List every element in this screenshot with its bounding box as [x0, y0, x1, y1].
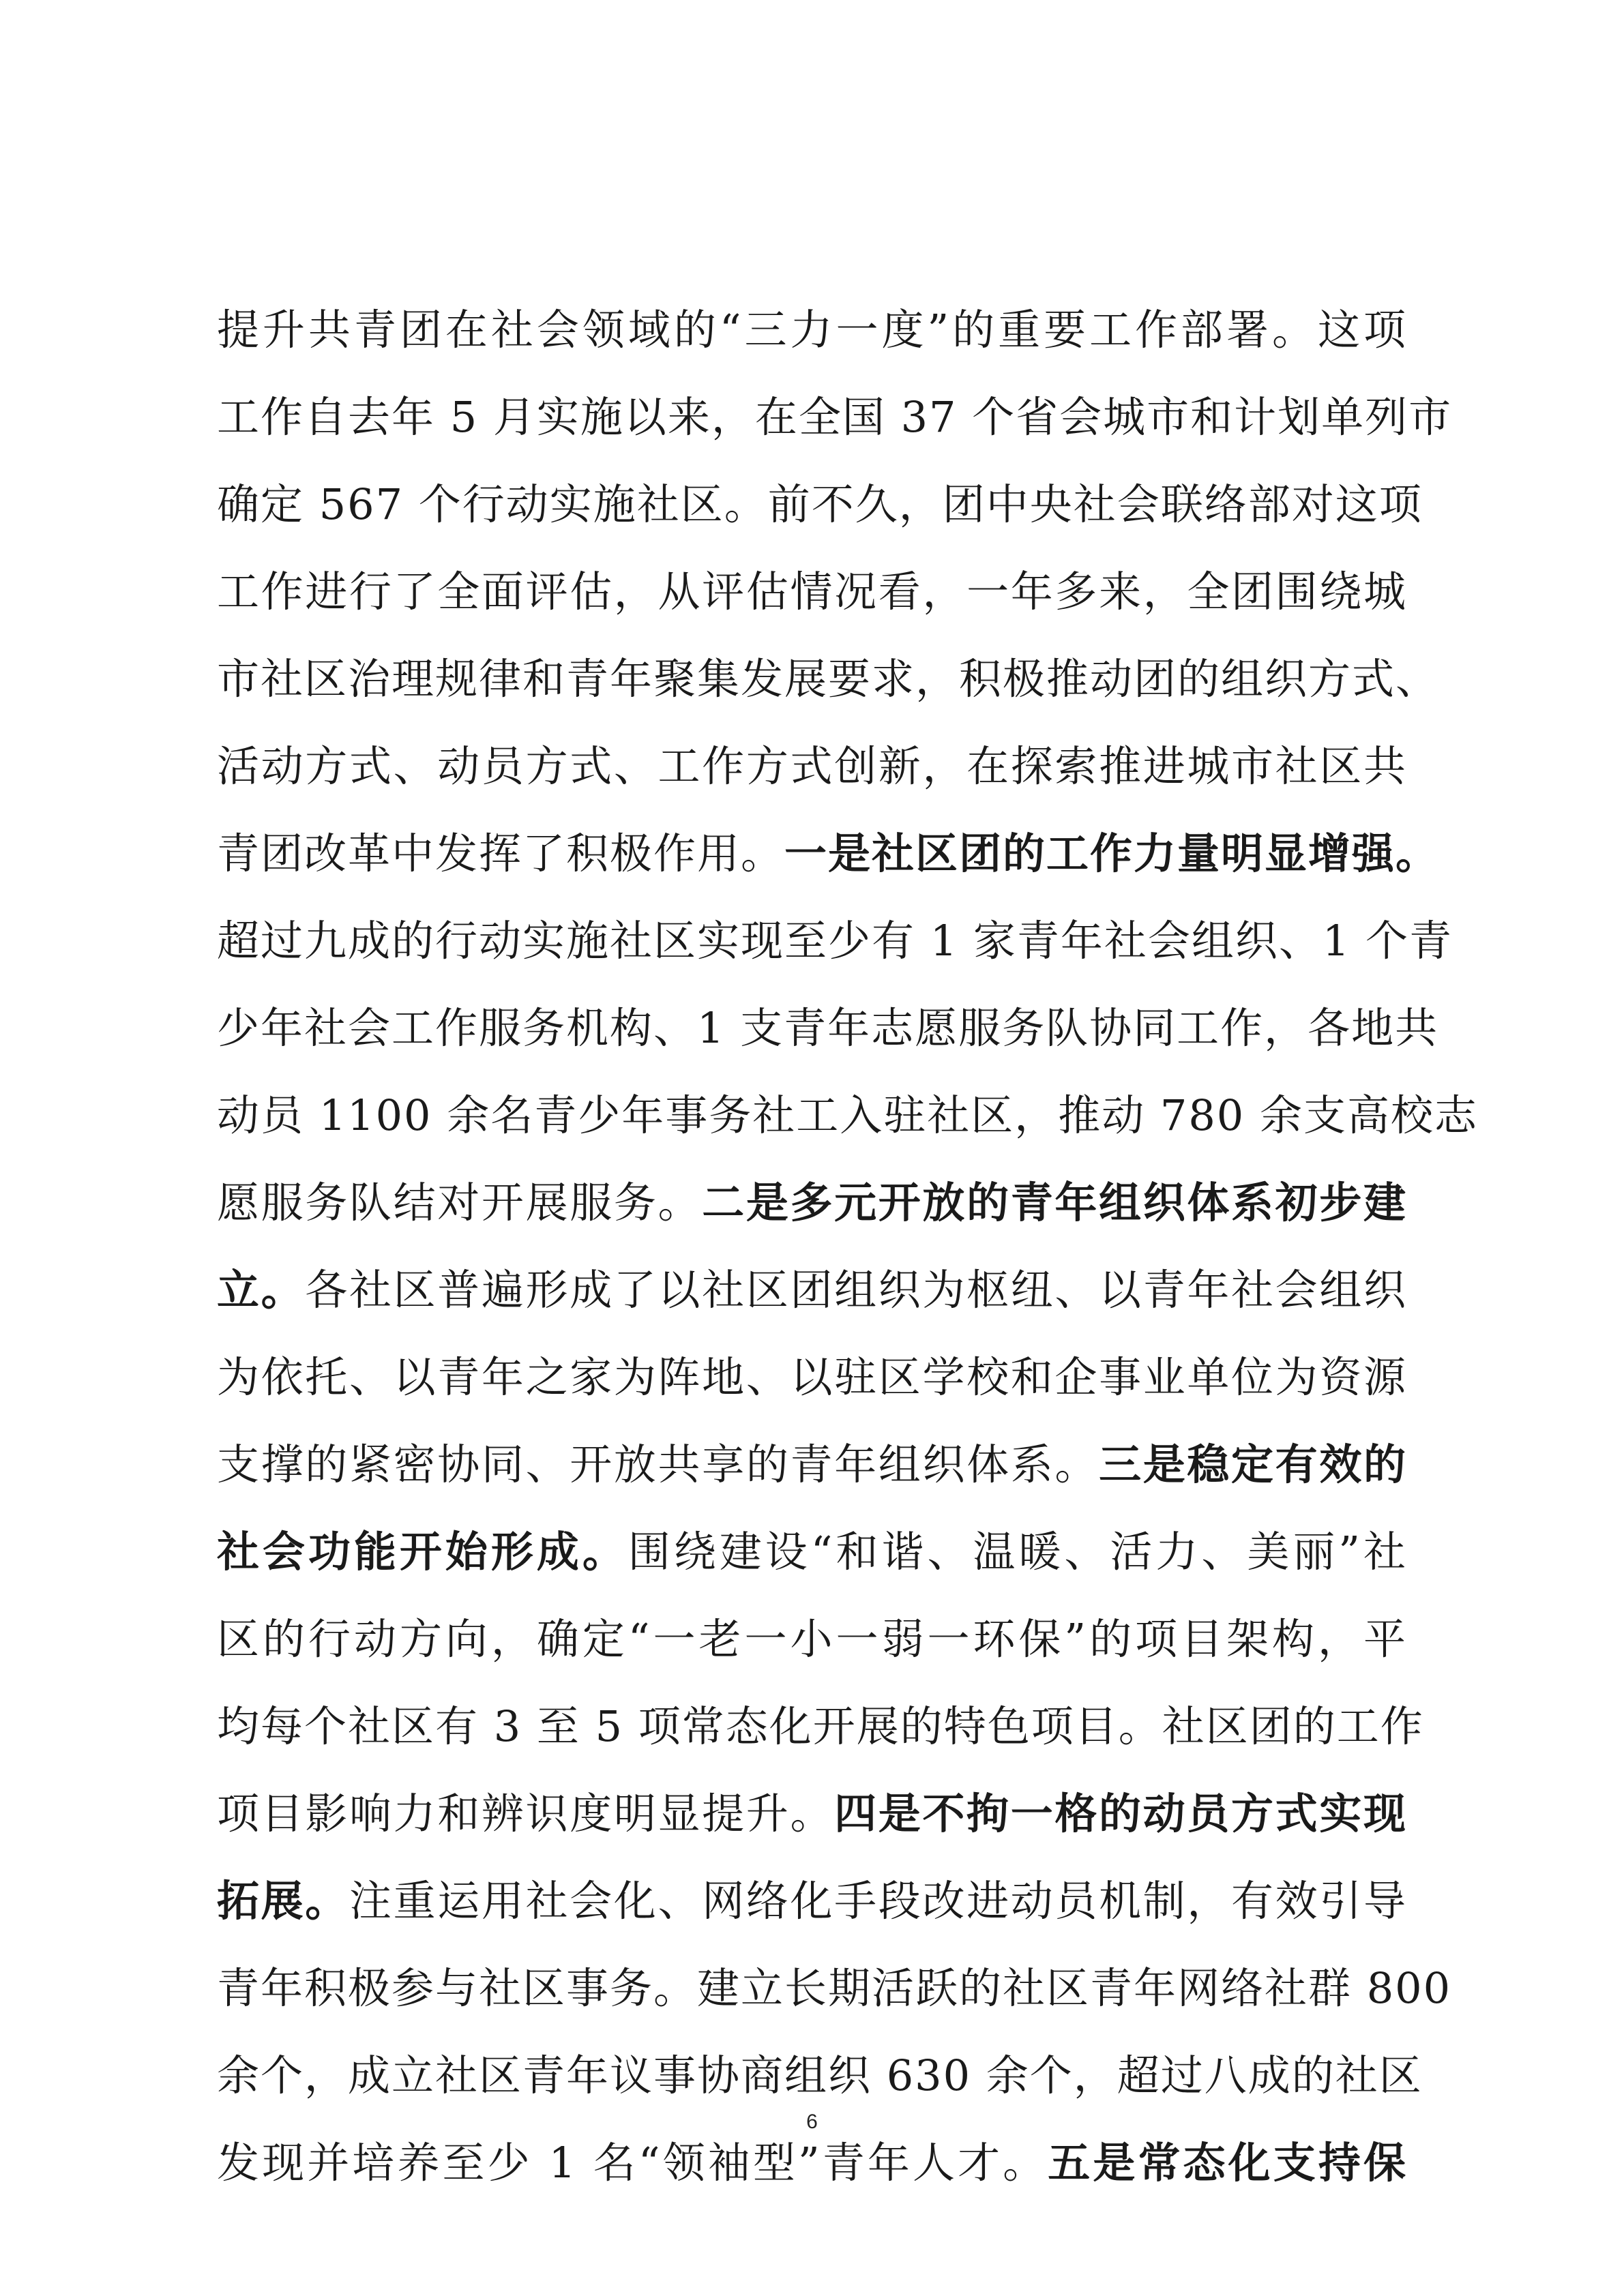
body-text-run: 工作进行了全面评估，从评估情况看，一年多来，全团围绕城	[217, 567, 1407, 616]
bold-heading-text: 一是社区团的工作力量明显增强。	[784, 829, 1440, 878]
text-line	[217, 1770, 1407, 1858]
text-line	[217, 723, 1407, 810]
bold-heading-text: 四是不拘一格的动员方式实现	[834, 1789, 1407, 1838]
body-text-run: 超过九成的行动实施社区实现至少有 1 家青年社会组织、1 个青	[217, 916, 1453, 966]
text-line	[217, 548, 1407, 636]
body-text-run: 注重运用社会化、网络化手段改进动员机制，有效引导	[349, 1876, 1407, 1926]
body-text	[217, 286, 1478, 2207]
body-text-run: 项目影响力和辨识度明显提升。	[217, 1789, 835, 1838]
body-text-run: 提升共青团在社会领域的“三力一度”的重要工作部署。这项	[217, 305, 1407, 355]
body-text-run: 支撑的紧密协同、开放共享的青年组织体系。	[217, 1440, 1099, 1489]
text-line	[217, 1072, 1478, 1159]
body-text-run: 工作自去年 5 月实施以来，在全国 37 个省会城市和计划单列市	[217, 392, 1453, 442]
body-text-run: 区的行动方向，确定“一老一小一弱一环保”的项目架构，平	[217, 1614, 1407, 1664]
body-text-run: 青年积极参与社区事务。建立长期活跃的社区青年网络社群 800	[217, 1963, 1452, 2013]
body-text-run: 围绕建设“和谐、温暖、活力、美丽”社	[628, 1527, 1407, 1577]
body-text-run: 为依托、以青年之家为阵地、以驻区学校和企事业单位为资源	[217, 1352, 1407, 1402]
text-line	[217, 461, 1423, 548]
text-line	[217, 897, 1453, 985]
body-text-run: 愿服务队结对开展服务。	[217, 1178, 703, 1227]
body-text-run: 发现并培养至少 1 名“领袖型”青年人才。	[217, 2138, 1048, 2188]
text-line	[217, 1334, 1407, 1421]
text-line	[217, 985, 1439, 1072]
page-number: 6	[806, 2111, 818, 2133]
text-line	[217, 2032, 1423, 2119]
body-text-run: 动员 1100 余名青少年事务社工入驻社区，推动 780 余支高校志	[217, 1090, 1478, 1140]
bold-heading-text: 拓展。	[217, 1876, 349, 1926]
body-text-run: 均每个社区有 3 至 5 项常态化开展的特色项目。社区团的工作	[217, 1701, 1424, 1751]
bold-heading-text: 二是多元开放的青年组织体系初步建	[702, 1178, 1407, 1227]
bold-heading-text: 五是常态化支持保	[1048, 2138, 1407, 2188]
text-line	[217, 1683, 1424, 1770]
body-text-run: 余个，成立社区青年议事协商组织 630 余个，超过八成的社区	[217, 2051, 1423, 2100]
text-line	[217, 1508, 1407, 1596]
text-line	[217, 374, 1453, 461]
bold-heading-text: 社会功能开始形成。	[217, 1527, 628, 1577]
bold-heading-text: 立。	[217, 1265, 306, 1315]
text-line	[217, 1421, 1407, 1508]
text-line	[217, 636, 1440, 723]
text-line	[217, 1858, 1407, 1945]
text-line	[217, 810, 1440, 897]
text-line	[217, 1159, 1407, 1247]
body-text-run: 确定 567 个行动实施社区。前不久，团中央社会联络部对这项	[217, 479, 1423, 529]
body-text-run: 市社区治理规律和青年聚集发展要求，积极推动团的组织方式、	[217, 654, 1440, 704]
text-line	[217, 1945, 1452, 2032]
text-line	[217, 1247, 1407, 1334]
body-text-run: 青团改革中发挥了积极作用。	[217, 829, 785, 878]
text-line	[217, 286, 1407, 374]
body-text-run: 少年社会工作服务机构、1 支青年志愿服务队协同工作，各地共	[217, 1003, 1439, 1053]
bold-heading-text: 三是稳定有效的	[1099, 1440, 1407, 1489]
body-text-run: 活动方式、动员方式、工作方式创新，在探索推进城市社区共	[217, 741, 1407, 791]
body-text-run: 各社区普遍形成了以社区团组织为枢纽、以青年社会组织	[305, 1265, 1407, 1315]
text-line	[217, 1596, 1407, 1683]
